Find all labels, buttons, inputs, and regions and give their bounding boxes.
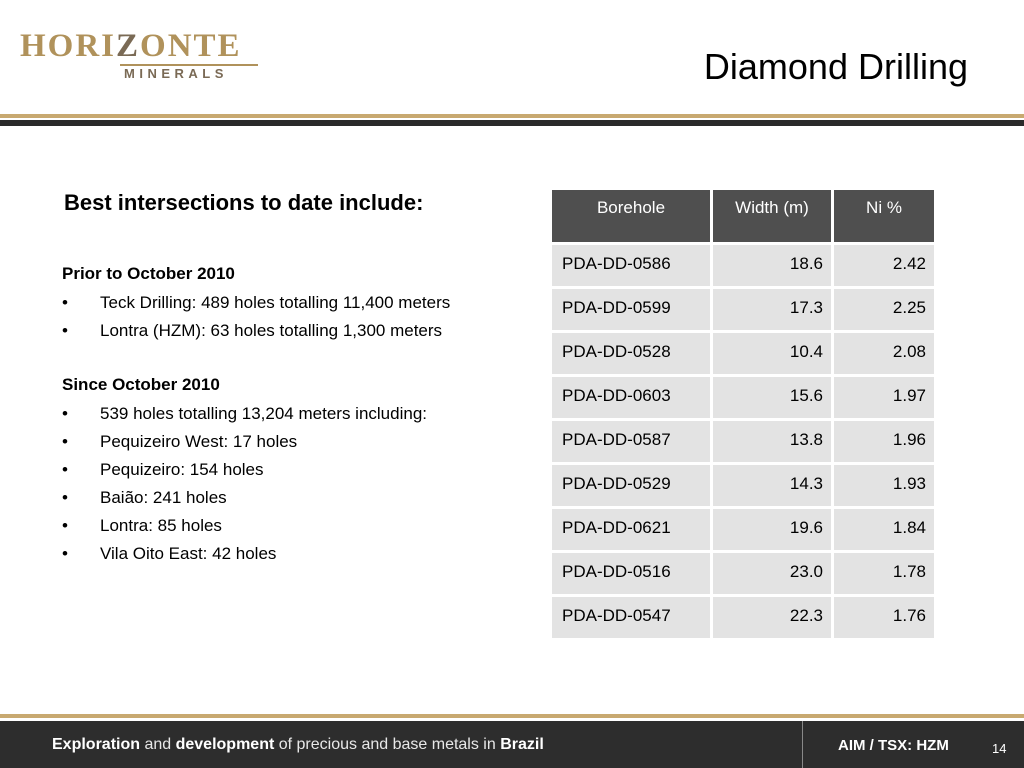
cell-width: 14.3 — [713, 465, 831, 506]
header-borehole: Borehole — [552, 190, 710, 242]
cell-ni: 1.97 — [834, 377, 934, 418]
page-number: 14 — [992, 741, 1007, 756]
cell-ni: 1.96 — [834, 421, 934, 462]
list-item: • Baião: 241 holes — [62, 486, 502, 510]
cell-ni: 1.76 — [834, 597, 934, 638]
cell-borehole: PDA-DD-0547 — [552, 597, 710, 638]
bullet-glyph: • — [62, 460, 68, 479]
list-item: • Lontra (HZM): 63 holes totalling 1,300 meters — [62, 319, 502, 343]
table-row — [552, 245, 934, 286]
footer-divider — [802, 721, 803, 768]
cell-borehole: PDA-DD-0603 — [552, 377, 710, 418]
section-prior — [62, 262, 502, 343]
bullet-glyph: • — [62, 516, 68, 535]
cell-ni: 1.84 — [834, 509, 934, 550]
cell-width: 18.6 — [713, 245, 831, 286]
logo-wordmark: HORIZONTE — [20, 28, 242, 64]
cell-width: 22.3 — [713, 597, 831, 638]
footer-tagline: Exploration and development of precious and base metals in Brazil — [52, 736, 544, 753]
bullet-glyph: • — [62, 544, 68, 563]
drilling-summary — [62, 262, 502, 570]
table-row — [552, 465, 934, 506]
bullet-glyph: • — [62, 321, 68, 340]
table-row — [552, 289, 934, 330]
bullet-glyph: • — [62, 293, 68, 312]
list-item: • Lontra: 85 holes — [62, 514, 502, 538]
cell-ni: 2.08 — [834, 333, 934, 374]
header-gold-band — [0, 114, 1024, 118]
cell-ni: 2.42 — [834, 245, 934, 286]
cell-borehole: PDA-DD-0599 — [552, 289, 710, 330]
bullet-list — [62, 402, 502, 566]
table-row — [552, 509, 934, 550]
cell-borehole: PDA-DD-0587 — [552, 421, 710, 462]
cell-ni: 1.93 — [834, 465, 934, 506]
list-item: • Pequizeiro: 154 holes — [62, 458, 502, 482]
header-width: Width (m) — [713, 190, 831, 242]
bullet-glyph: • — [62, 488, 68, 507]
section-since — [62, 373, 502, 566]
bullet-glyph: • — [62, 432, 68, 451]
logo-subtitle: MINERALS — [124, 66, 228, 81]
intersections-table — [552, 190, 934, 638]
table-row — [552, 421, 934, 462]
list-item: • Teck Drilling: 489 holes totalling 11,400 meters — [62, 291, 502, 315]
list-item: • Pequizeiro West: 17 holes — [62, 430, 502, 454]
bullet-glyph: • — [62, 404, 68, 423]
cell-width: 17.3 — [713, 289, 831, 330]
footer-bar — [0, 721, 1024, 768]
cell-width: 15.6 — [713, 377, 831, 418]
slide-title: Diamond Drilling — [703, 46, 968, 87]
stock-ticker: AIM / TSX: HZM — [838, 737, 949, 754]
company-logo — [20, 28, 260, 84]
cell-borehole: PDA-DD-0586 — [552, 245, 710, 286]
cell-ni: 1.78 — [834, 553, 934, 594]
section-title: Prior to October 2010 — [62, 264, 235, 283]
list-item: • 539 holes totalling 13,204 meters including: — [62, 402, 502, 426]
table-row — [552, 333, 934, 374]
footer-gold-band — [0, 714, 1024, 718]
header-dark-band — [0, 120, 1024, 126]
cell-width: 13.8 — [713, 421, 831, 462]
table-row — [552, 377, 934, 418]
cell-width: 10.4 — [713, 333, 831, 374]
table-row — [552, 553, 934, 594]
cell-borehole: PDA-DD-0621 — [552, 509, 710, 550]
cell-width: 19.6 — [713, 509, 831, 550]
bullet-list — [62, 291, 502, 343]
cell-borehole: PDA-DD-0528 — [552, 333, 710, 374]
list-item: • Vila Oito East: 42 holes — [62, 542, 502, 566]
cell-borehole: PDA-DD-0529 — [552, 465, 710, 506]
subheading: Best intersections to date include: — [64, 190, 424, 215]
cell-borehole: PDA-DD-0516 — [552, 553, 710, 594]
table-header-row — [552, 190, 934, 242]
cell-width: 23.0 — [713, 553, 831, 594]
cell-ni: 2.25 — [834, 289, 934, 330]
header-ni-percent: Ni % — [834, 190, 934, 242]
table-row — [552, 597, 934, 638]
section-title: Since October 2010 — [62, 375, 220, 394]
